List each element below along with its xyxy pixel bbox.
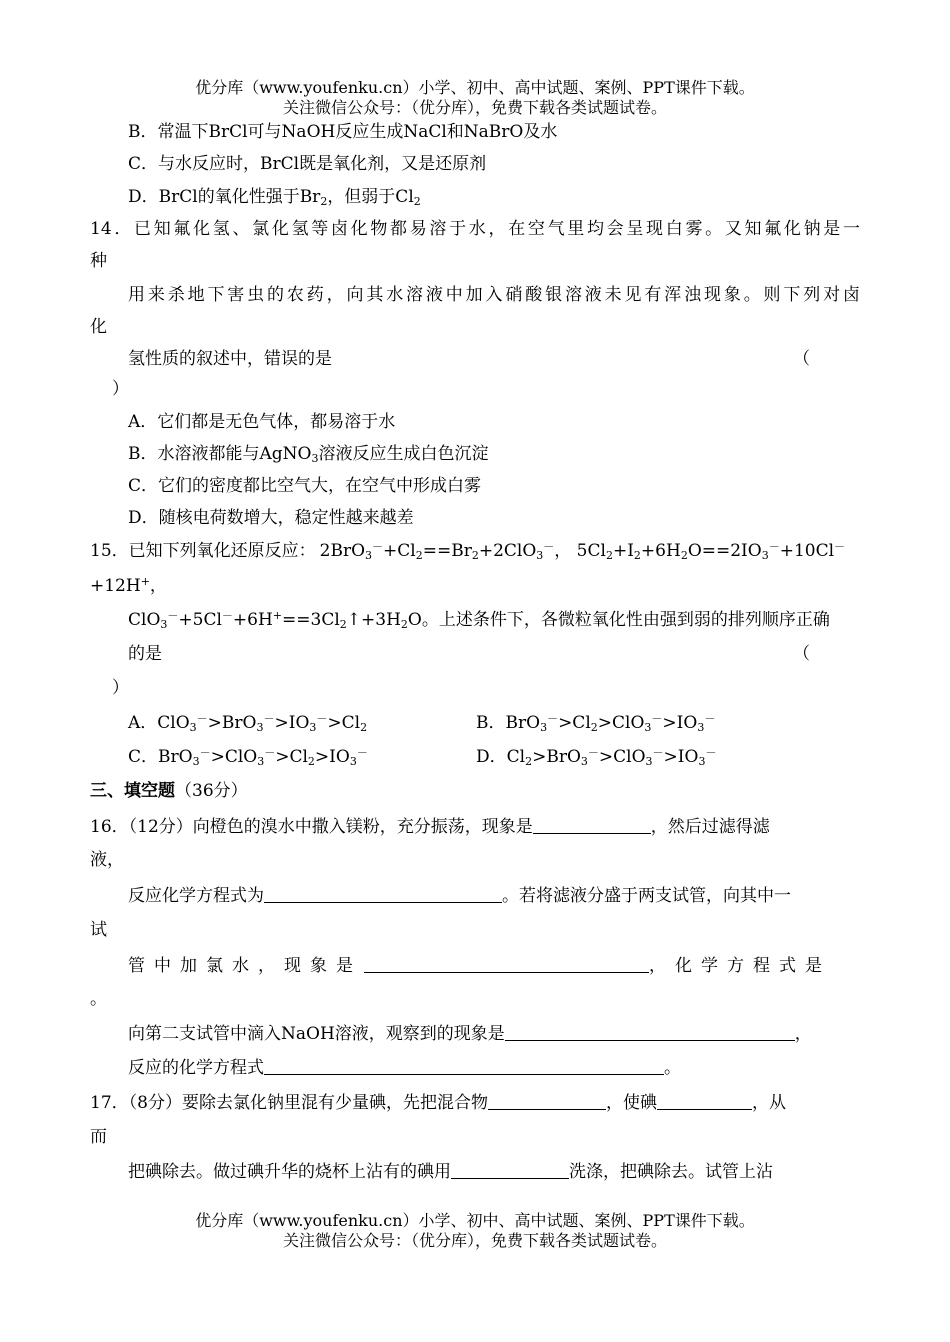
q16-stem-line-4: 向第二支试管中滴入NaOH溶液，观察到的现象是 ， bbox=[128, 1024, 812, 1044]
q17-blank-3[interactable] bbox=[451, 1160, 569, 1179]
q16-stem-line-1: 16．（12分）向橙色的溴水中撒入镁粉，充分振荡，现象是 ，然后过滤得滤 bbox=[90, 817, 770, 837]
section-title: 三、填空题（36分） bbox=[90, 781, 248, 801]
q15-option-d: D．$Cl_2>BrO_3^->ClO_3^->IO_3^-$ bbox=[476, 746, 717, 768]
footer-line-1: 优分库（www.youfenku.cn）小学、初中、高中试题、案例、PPT课件下载。 bbox=[195, 1211, 755, 1230]
q14-stem-line-3: 氢性质的叙述中，错误的是 bbox=[128, 349, 332, 369]
q17-stem-line-1: 17．（8分）要除去氯化钠里混有少量碘，先把混合物 ，使碘 ，从 bbox=[90, 1093, 786, 1113]
q13-option-c: C．与水反应时，BrCl既是氧化剂，又是还原剂 bbox=[128, 154, 487, 174]
q16-blank-3[interactable] bbox=[364, 954, 649, 973]
q16-stem-line-2b: 试 bbox=[90, 920, 107, 940]
q16-stem-line-3: 管中加氯水，现象是 ，化学方程式是 bbox=[128, 956, 831, 976]
q17-blank-1[interactable] bbox=[488, 1091, 606, 1110]
q16-stem-line-2: 反应化学方程式为 。若将滤液分盛于两支试管，向其中一 bbox=[128, 886, 791, 906]
q15-stem-line-2b: 的是 bbox=[128, 644, 162, 664]
q17-stem-line-2: 把碘除去。做过碘升华的烧杯上沾有的碘用 洗涤，把碘除去。试管上沾 bbox=[128, 1162, 773, 1182]
q15-option-c: C．$BrO_3^->ClO_3^->Cl_2>IO_3^-$ bbox=[128, 746, 368, 768]
header-line-2: 关注微信公众号：（优分库），免费下载各类试题试卷。 bbox=[282, 98, 667, 117]
q14-stem-line-1: 14．已知氟化氢、氯化氢等卤化物都易溶于水，在空气里均会呈现白雾。又知氟化钠是一 bbox=[90, 219, 860, 239]
q13-option-d: D．BrCl的氧化性强于$Br_2$，但弱于$Cl_2$ bbox=[128, 187, 421, 208]
q14-option-a: A．它们都是无色气体，都易溶于水 bbox=[128, 412, 396, 432]
q16-stem-line-1b: 液， bbox=[90, 850, 124, 870]
q17-stem-line-1b: 而 bbox=[90, 1127, 107, 1147]
q14-stem-line-2b: 化 bbox=[90, 317, 107, 337]
q16-blank-1[interactable] bbox=[533, 815, 651, 834]
q15-stem-line-1: 15．已知下列氧化还原反应： $2BrO_3^-+Cl_2==Br_2+2ClO_3^-$， $5Cl_2+I_2+6H_2O==2IO_3^-+10Cl^-$ bbox=[90, 540, 846, 562]
q14-option-b: B．水溶液都能与AgNO$_3$溶液反应生成白色沉淀 bbox=[128, 444, 489, 465]
q15-option-a: A．$ClO_3^->BrO_3^->IO_3^->Cl_2$ bbox=[128, 712, 368, 734]
q14-stem-line-1b: 种 bbox=[90, 251, 107, 271]
q16-blank-2[interactable] bbox=[264, 884, 502, 903]
q15-answer-paren-open: （ bbox=[793, 644, 810, 664]
q17-blank-2[interactable] bbox=[657, 1091, 752, 1110]
q13-option-b: B．常温下BrCl可与NaOH反应生成NaCl和NaBrO及水 bbox=[128, 122, 558, 142]
q14-option-c: C．它们的密度都比空气大，在空气中形成白雾 bbox=[128, 476, 482, 496]
footer-line-2: 关注微信公众号：（优分库），免费下载各类试题试卷。 bbox=[282, 1231, 667, 1250]
q15-answer-paren-close: ） bbox=[112, 678, 129, 698]
q16-stem-line-3b: 。 bbox=[90, 989, 107, 1009]
q15-option-b: B．$BrO_3^->Cl_2>ClO_3^->IO_3^-$ bbox=[476, 712, 716, 734]
q14-stem-line-2: 用来杀地下害虫的农药，向其水溶液中加入硝酸银溶液未见有浑浊现象。则下列对卤 bbox=[128, 285, 860, 305]
q14-answer-paren-close: ） bbox=[112, 379, 129, 399]
header-line-1: 优分库（www.youfenku.cn）小学、初中、高中试题、案例、PPT课件下载。 bbox=[195, 78, 755, 97]
q14-answer-paren-open: （ bbox=[793, 349, 810, 369]
q16-blank-5[interactable] bbox=[264, 1056, 664, 1075]
q16-stem-line-5: 反应的化学方程式 。 bbox=[128, 1058, 681, 1078]
q15-stem-line-1b: +12H+， bbox=[90, 575, 167, 596]
q16-blank-4[interactable] bbox=[505, 1022, 795, 1041]
q14-option-d: D．随核电荷数增大，稳定性越来越差 bbox=[128, 508, 414, 528]
q15-stem-line-2: $ClO_3^-+5Cl^-+6H^+==3Cl_2↑+3H_2O$。上述条件下，各微粒氧化性由强到弱的排列顺序正确 bbox=[128, 609, 830, 631]
